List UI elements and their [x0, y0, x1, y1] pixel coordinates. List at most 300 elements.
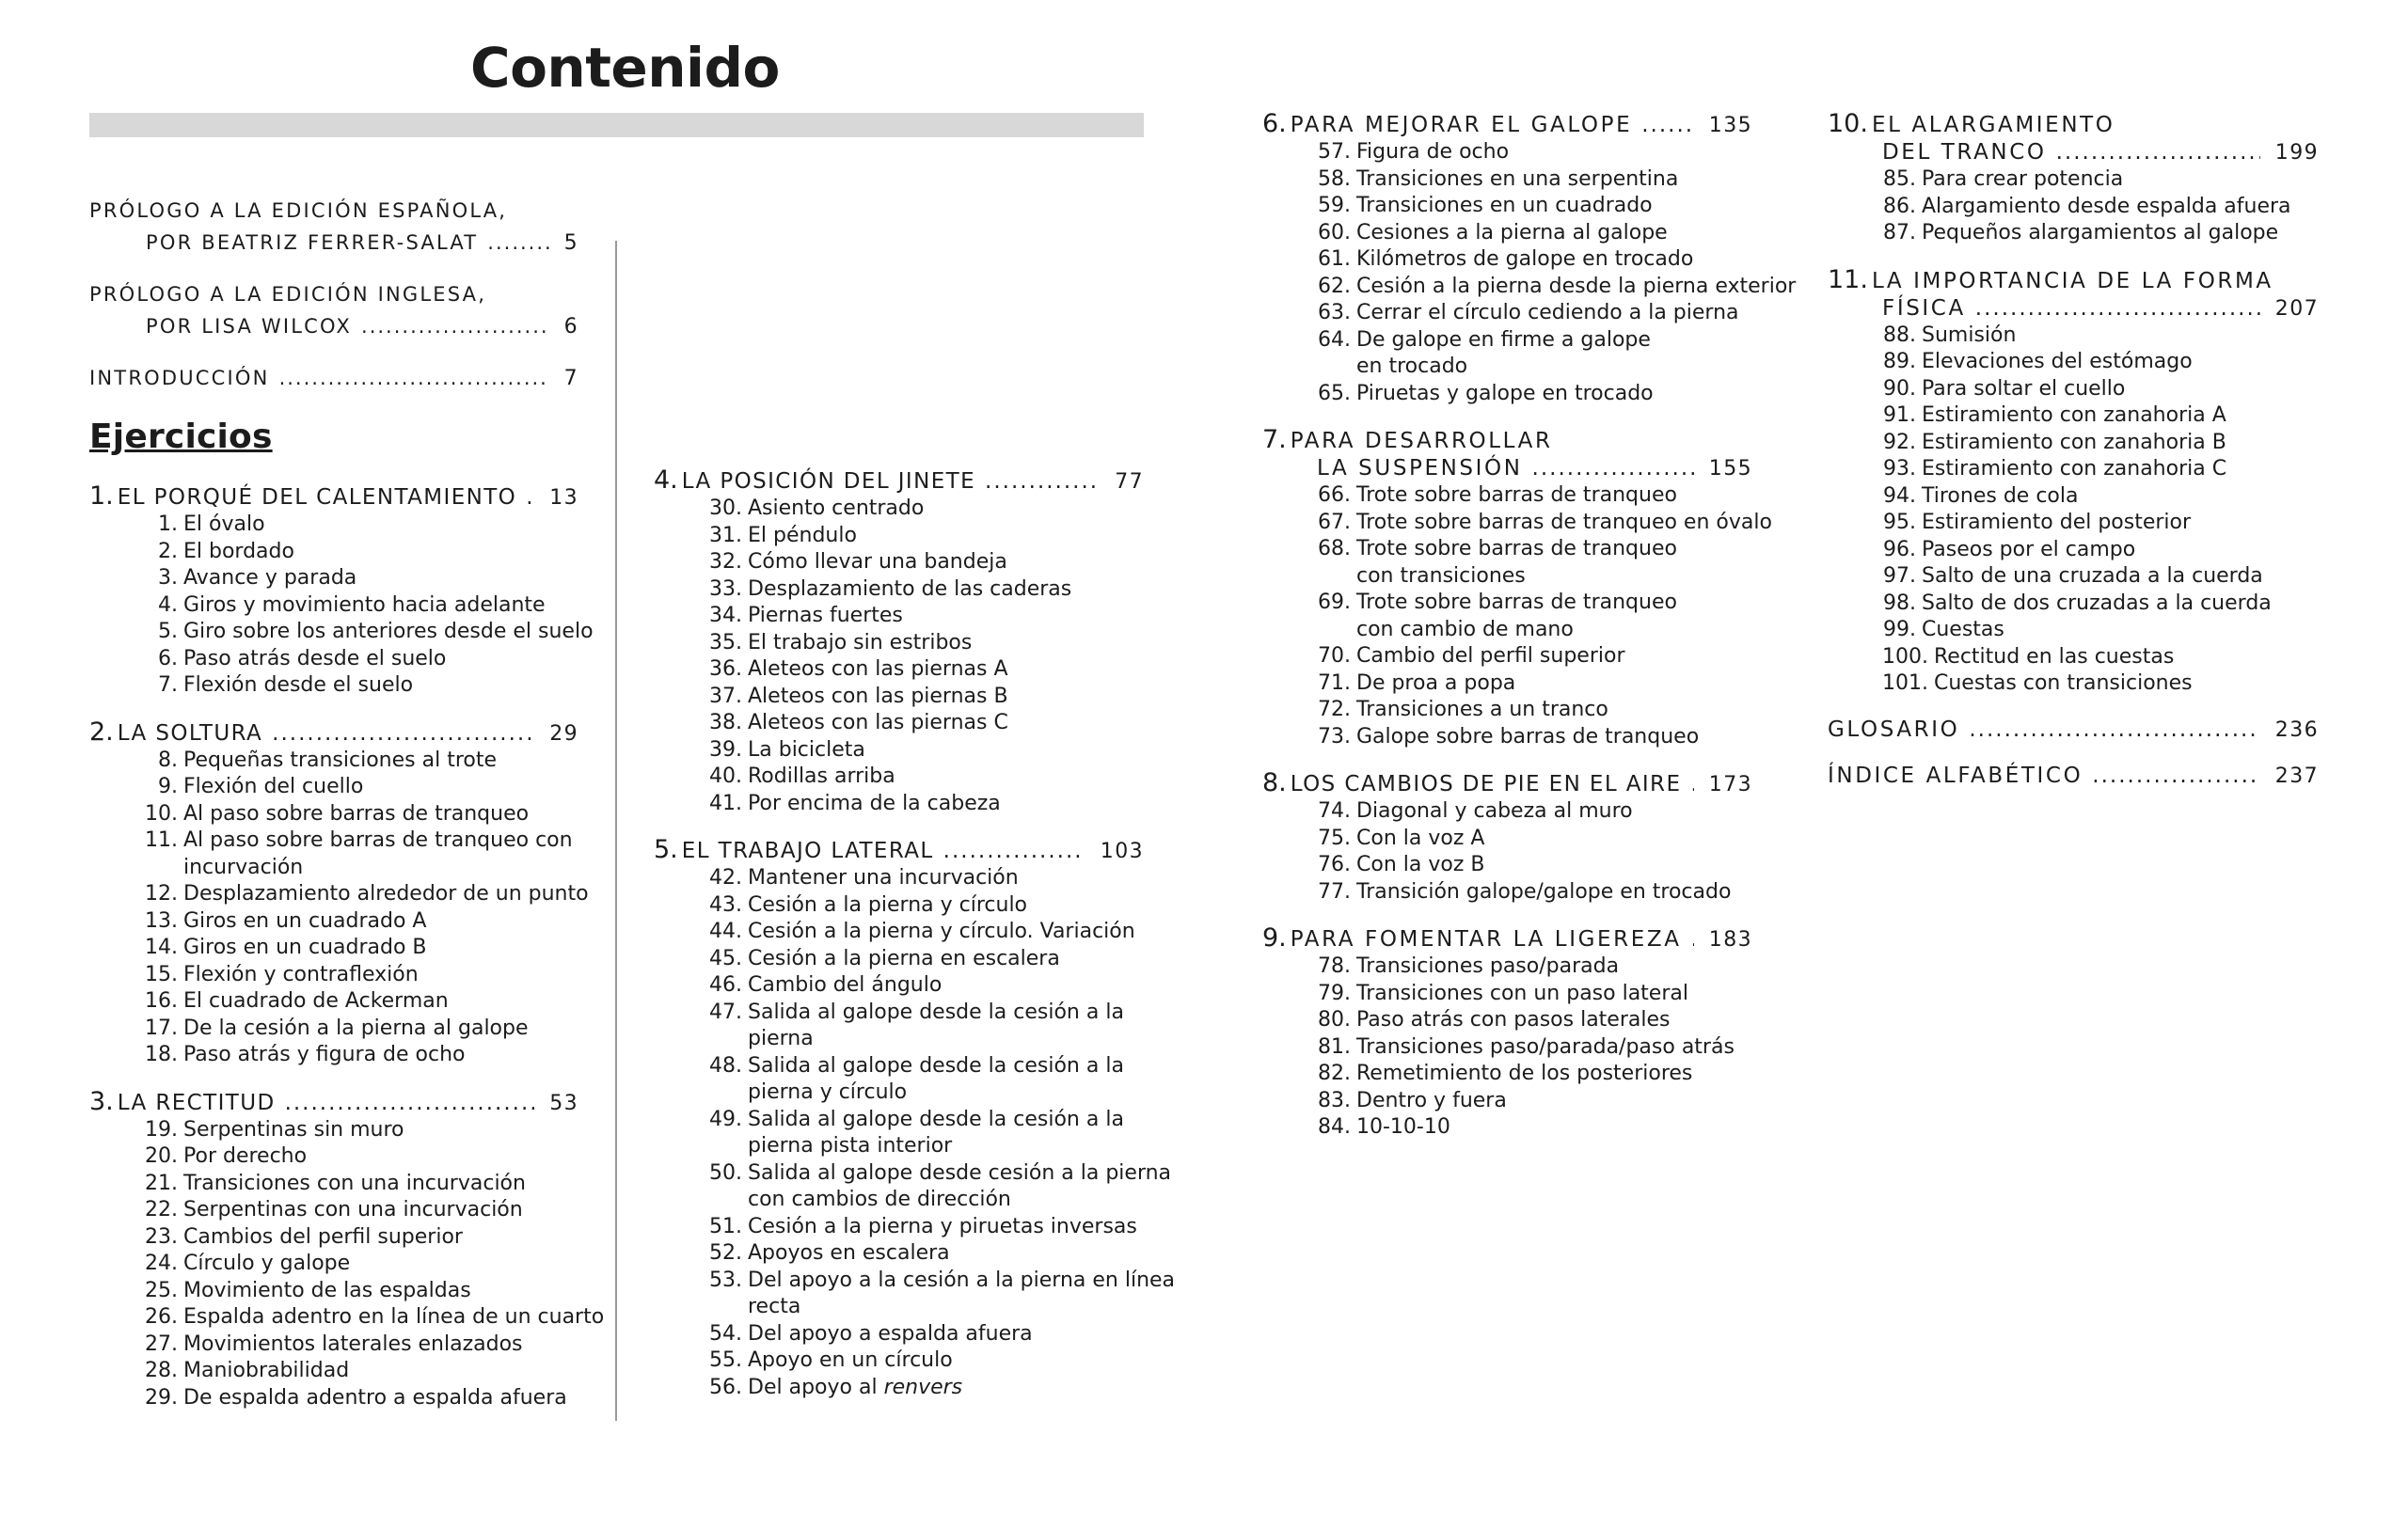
exercise-number: 49. — [709, 1107, 742, 1131]
exercise-title — [1922, 323, 2016, 347]
exercise-title — [1356, 954, 1619, 978]
exercise-number: 23. — [145, 1224, 178, 1249]
exercise-number: 52. — [709, 1241, 742, 1265]
exercise-item[interactable] — [654, 764, 1144, 791]
exercise-item[interactable] — [654, 603, 1144, 630]
exercise-title-text: Serpentinas con una incurvación — [183, 1198, 523, 1221]
exercise-title — [1356, 799, 1633, 823]
exercise-title — [1934, 645, 2174, 669]
exercise-title-text: Salto de dos cruzadas a la cuerda — [1922, 591, 2272, 615]
exercise-title — [1922, 591, 2272, 615]
exercise-item[interactable] — [654, 496, 1144, 523]
exercise-item[interactable] — [89, 1117, 578, 1144]
exercise-title-text: Flexión del cuello — [183, 775, 364, 798]
exercise-list — [1262, 798, 1752, 906]
exercise-title — [183, 593, 546, 617]
exercise-item[interactable] — [654, 1321, 1144, 1348]
exercise-item[interactable] — [89, 1042, 578, 1069]
exercise-item[interactable] — [89, 962, 578, 989]
exercise-item[interactable] — [1262, 879, 1752, 906]
exercise-number: 66. — [1318, 483, 1351, 507]
section-heading[interactable] — [1262, 426, 1752, 482]
exercise-title — [183, 882, 589, 906]
exercise-item[interactable] — [1828, 323, 2319, 350]
exercise-number: 45. — [709, 946, 742, 970]
exercise-item[interactable] — [1262, 327, 1752, 381]
exercise-title — [1922, 511, 2191, 534]
page-number: 29 — [549, 721, 578, 746]
exercise-item[interactable] — [89, 619, 594, 646]
exercise-item[interactable] — [654, 1107, 1144, 1160]
section-heading[interactable] — [89, 482, 578, 512]
section-title-cont: DEL TRANCO — [1882, 140, 2047, 165]
exercise-title-cont: recta — [748, 1295, 801, 1318]
toc-section — [89, 481, 594, 700]
exercise-title-text: Maniobrabilidad — [183, 1359, 350, 1382]
exercise-title — [183, 909, 426, 933]
exercise-item[interactable] — [1262, 852, 1752, 879]
exercise-item[interactable] — [89, 881, 589, 908]
exercise-item[interactable] — [1262, 166, 1752, 194]
exercise-title — [183, 1279, 471, 1302]
exercise-item[interactable] — [89, 1197, 578, 1224]
exercise-title-text: De galope en firme a galope — [1356, 327, 1651, 352]
exercise-item[interactable] — [654, 656, 1144, 684]
exercise-title — [1356, 591, 1677, 614]
exercise-title — [183, 1198, 523, 1221]
back-matter-entry[interactable] — [1828, 763, 2319, 790]
exercise-item[interactable] — [89, 988, 578, 1016]
exercise-title-text: Transiciones en un cuadrado — [1356, 194, 1653, 217]
exercise-title-text: Giros en un cuadrado A — [183, 908, 427, 933]
exercise-item[interactable] — [1828, 376, 2319, 403]
exercise-item[interactable] — [89, 748, 578, 775]
exercise-number: 6. — [158, 646, 178, 670]
exercise-item[interactable] — [1262, 1007, 1752, 1034]
exercise-title — [183, 673, 413, 697]
exercise-title-text: Desplazamiento alrededor de un punto — [183, 882, 589, 906]
exercise-title-text: Cambio del perfil superior — [1356, 644, 1625, 668]
exercise-number: 48. — [709, 1053, 742, 1078]
exercise-item[interactable] — [1262, 954, 1752, 981]
exercise-number: 95. — [1883, 511, 1916, 534]
page-number: 155 — [1708, 457, 1752, 481]
entry-title: PRÓLOGO A LA EDICIÓN ESPAÑOLA, — [89, 199, 508, 222]
exercise-item[interactable] — [654, 1240, 1144, 1268]
front-matter-entry[interactable] — [89, 362, 578, 395]
entry-title-cont: POR LISA WILCOX — [146, 315, 353, 338]
exercise-item[interactable] — [89, 592, 578, 620]
exercise-item[interactable] — [654, 1348, 1144, 1375]
exercise-title — [1356, 644, 1624, 668]
section-heading[interactable] — [1262, 924, 1752, 954]
exercise-title — [1922, 618, 2004, 641]
exercise-title — [748, 947, 1060, 970]
section-heading[interactable] — [1262, 769, 1752, 798]
exercise-title — [1356, 1035, 1735, 1059]
exercise-item[interactable] — [1262, 826, 1752, 853]
exercise-number: 77. — [1318, 879, 1351, 904]
exercise-item[interactable] — [89, 672, 578, 700]
exercise-number: 90. — [1883, 376, 1916, 401]
page-number: 199 — [2274, 141, 2319, 165]
dot-leader — [272, 720, 534, 748]
exercise-title-text: Apoyo en un círculo — [748, 1348, 953, 1372]
exercise-item[interactable] — [89, 565, 578, 592]
exercise-title — [748, 524, 857, 547]
exercise-number: 63. — [1318, 301, 1351, 324]
exercise-number: 9. — [158, 775, 178, 798]
exercise-title-text: Salida al galope desde la cesión a la — [748, 1107, 1124, 1131]
exercise-list — [89, 748, 589, 1069]
section-heading[interactable] — [89, 718, 578, 748]
exercise-number: 11. — [145, 828, 178, 852]
exercise-title — [1356, 194, 1653, 217]
exercise-number: 25. — [145, 1278, 178, 1302]
section-heading[interactable] — [654, 836, 1144, 865]
exercise-title — [183, 647, 446, 670]
exercise-item[interactable] — [654, 684, 1144, 711]
exercise-item[interactable] — [654, 919, 1144, 946]
exercise-title — [183, 802, 529, 826]
exercise-number: 61. — [1318, 247, 1351, 271]
exercise-title — [183, 1386, 567, 1410]
exercise-title — [1356, 1115, 1450, 1139]
exercise-title — [748, 550, 1007, 574]
dot-leader — [985, 468, 1100, 496]
exercise-title-text: Cuestas — [1922, 618, 2004, 641]
exercise-item[interactable] — [89, 1016, 578, 1043]
page-number: 236 — [2274, 717, 2319, 742]
exercise-title — [1356, 511, 1772, 534]
exercise-item[interactable] — [1262, 590, 1752, 643]
exercise-number: 54. — [709, 1321, 742, 1346]
exercise-title — [748, 792, 1001, 815]
exercise-title — [183, 1332, 523, 1356]
exercise-title-text: Cambios del perfil superior — [183, 1224, 463, 1249]
exercise-item[interactable] — [1262, 697, 1752, 724]
exercise-item[interactable] — [1828, 563, 2319, 591]
exercise-item[interactable] — [1262, 510, 1772, 537]
exercise-title-text: Movimientos laterales enlazados — [183, 1332, 523, 1356]
exercise-title-text: Paso atrás desde el suelo — [183, 646, 447, 670]
exercise-title-text: Cuestas con transiciones — [1933, 671, 2193, 695]
exercise-item[interactable] — [1262, 482, 1752, 510]
exercise-item[interactable] — [89, 1171, 578, 1198]
exercise-number: 37. — [709, 684, 742, 708]
exercise-item[interactable] — [654, 576, 1144, 604]
exercise-title-text: Por encima de la cabeza — [748, 791, 1001, 815]
dot-leader — [1691, 926, 1694, 954]
section-heading[interactable] — [1828, 110, 2319, 166]
exercise-item[interactable] — [654, 1268, 1176, 1321]
exercise-number: 39. — [709, 737, 742, 762]
section-number: 4. — [654, 465, 678, 495]
exercise-title-text: Tirones de cola — [1922, 483, 2079, 508]
exercise-title — [1356, 537, 1677, 560]
exercise-number: 100. — [1882, 644, 1928, 669]
exercise-item[interactable] — [1828, 537, 2319, 564]
exercise-item[interactable] — [1262, 300, 1752, 327]
exercise-item[interactable] — [1262, 381, 1752, 408]
exercise-title-text: Giros y movimiento hacia adelante — [183, 592, 546, 617]
back-matter-entry[interactable] — [1828, 717, 2319, 744]
exercise-title — [1356, 221, 1668, 244]
exercise-item[interactable] — [1262, 981, 1752, 1008]
page-number: 7 — [563, 367, 578, 390]
exercise-item[interactable] — [1828, 510, 2319, 537]
column-3 — [1262, 109, 1797, 1160]
exercise-list — [654, 496, 1144, 817]
toc-section — [1262, 109, 1797, 407]
exercise-title-text: Cesión a la pierna y círculo. Variación — [748, 920, 1135, 943]
exercise-title-text: Transiciones en una serpentina — [1356, 166, 1679, 191]
exercise-number: 73. — [1318, 724, 1351, 749]
exercise-title-text: Círculo y galope — [183, 1252, 351, 1275]
exercise-title-text: Salida al galope desde cesión a la pierna — [748, 1160, 1172, 1185]
exercise-item[interactable] — [1262, 1114, 1752, 1142]
exercise-item[interactable] — [1262, 798, 1752, 826]
exercise-item[interactable] — [1262, 1088, 1752, 1115]
exercise-title-text: Salida al galope desde la cesión a la — [748, 1053, 1124, 1078]
exercise-title — [748, 604, 903, 627]
exercise-title-text: Estiramiento del posterior — [1922, 511, 2192, 534]
exercise-item[interactable] — [1262, 724, 1752, 751]
exercise-item[interactable] — [654, 791, 1144, 818]
exercise-title-cont: con cambio de mano — [1356, 617, 1574, 641]
exercise-item[interactable] — [1828, 220, 2319, 247]
exercise-item[interactable] — [654, 1160, 1172, 1214]
exercise-number: 58. — [1318, 166, 1351, 191]
exercise-item[interactable] — [89, 1224, 578, 1252]
exercise-item[interactable] — [89, 1278, 578, 1305]
exercise-title-text: El óvalo — [183, 512, 265, 536]
front-matter-entry[interactable] — [89, 195, 578, 260]
exercise-title-text: Trote sobre barras de tranqueo — [1356, 537, 1677, 560]
section-number: 7. — [1262, 425, 1287, 454]
exercise-item[interactable] — [1262, 1034, 1752, 1062]
exercise-item[interactable] — [1828, 402, 2319, 430]
exercise-item[interactable] — [654, 1053, 1144, 1107]
exercise-item[interactable] — [89, 935, 578, 962]
exercise-item[interactable] — [89, 1251, 578, 1278]
exercise-number: 67. — [1318, 510, 1351, 534]
exercise-number: 1. — [158, 512, 178, 536]
exercise-title-text: Al paso sobre barras de tranqueo con — [183, 828, 573, 852]
exercise-title — [1922, 538, 2135, 561]
exercise-item[interactable] — [1262, 670, 1752, 698]
exercise-title — [748, 920, 1135, 943]
exercise-number: 97. — [1883, 564, 1916, 588]
exercise-title — [1922, 484, 2078, 508]
exercise-title-text: De la cesión a la pierna al galope — [183, 1016, 529, 1040]
exercise-title — [183, 1017, 529, 1040]
exercise-number: 18. — [145, 1043, 178, 1066]
toc-section — [89, 717, 589, 1069]
exercise-item[interactable] — [89, 908, 578, 936]
exercise-title-text: Cerrar el círculo cediendo a la pierna — [1356, 301, 1739, 324]
exercise-item[interactable] — [654, 892, 1144, 920]
exercise-number: 83. — [1318, 1088, 1351, 1112]
exercise-title-cont: con transiciones — [1356, 563, 1526, 588]
exercise-number: 85. — [1883, 167, 1916, 191]
exercise-number: 7. — [158, 673, 178, 697]
exercise-title — [748, 973, 942, 997]
exercise-number: 79. — [1318, 981, 1351, 1005]
exercise-item[interactable] — [1262, 246, 1752, 274]
exercise-title-text: Cesiones a la pierna al galope — [1356, 220, 1668, 244]
exercise-item[interactable] — [89, 539, 578, 566]
exercise-title-text: Con la voz B — [1356, 853, 1485, 876]
exercise-item[interactable] — [1828, 430, 2319, 457]
exercise-title — [1356, 880, 1731, 904]
exercise-list — [654, 865, 1176, 1401]
column-divider — [615, 241, 617, 1421]
dot-leader — [2092, 763, 2260, 790]
exercise-title-text: Estiramiento con zanahoria A — [1922, 403, 2226, 427]
exercise-item[interactable] — [89, 1385, 578, 1412]
exercise-item[interactable] — [654, 1375, 1144, 1402]
exercise-item[interactable] — [654, 1000, 1144, 1053]
exercise-number: 96. — [1883, 537, 1916, 561]
exercise-number: 50. — [709, 1160, 742, 1185]
exercise-item[interactable] — [1828, 456, 2319, 483]
exercise-number: 74. — [1318, 799, 1351, 823]
page-number: 13 — [549, 486, 578, 510]
exercise-item[interactable] — [1828, 194, 2319, 221]
exercise-title-text: El trabajo sin estribos — [748, 630, 973, 654]
exercise-number: 92. — [1883, 430, 1916, 454]
entry-title-cont: POR BEATRIZ FERRER-SALAT — [146, 231, 479, 254]
exercise-title — [183, 1359, 349, 1382]
page-number: 207 — [2274, 296, 2319, 321]
exercise-item[interactable] — [1262, 643, 1752, 670]
exercise-item[interactable] — [1828, 670, 2319, 698]
exercise-item[interactable] — [1262, 220, 1752, 247]
exercise-title-text: Flexión desde el suelo — [183, 673, 414, 697]
exercise-item[interactable] — [1262, 193, 1752, 220]
toc-section — [1828, 110, 2319, 247]
exercise-item[interactable] — [1828, 591, 2319, 618]
exercise-number: 32. — [709, 550, 742, 574]
exercise-number: 15. — [145, 962, 178, 986]
exercise-title — [748, 577, 1071, 601]
dot-leader — [526, 484, 534, 512]
exercise-item[interactable] — [89, 827, 578, 881]
exercise-number: 21. — [145, 1171, 178, 1195]
exercise-item[interactable] — [654, 1214, 1144, 1241]
exercise-item[interactable] — [654, 946, 1144, 973]
exercise-item[interactable] — [89, 801, 578, 828]
section-heading[interactable] — [1262, 110, 1752, 139]
exercise-number: 86. — [1883, 194, 1916, 218]
exercise-item[interactable] — [654, 865, 1144, 892]
exercise-title-text: Para soltar el cuello — [1922, 376, 2126, 401]
exercise-title — [1922, 350, 2193, 373]
exercise-title — [748, 1161, 1171, 1185]
section-number: 10. — [1828, 109, 1868, 138]
exercise-item[interactable] — [1828, 483, 2319, 511]
entry-title: ÍNDICE ALFABÉTICO — [1828, 763, 2083, 788]
exercise-item[interactable] — [1262, 536, 1752, 590]
section-heading[interactable] — [89, 1088, 578, 1117]
exercise-title-text: Transiciones con una incurvación — [183, 1171, 526, 1195]
exercise-number: 101. — [1882, 671, 1928, 695]
page-number: 5 — [563, 231, 578, 255]
exercise-number: 3. — [158, 566, 178, 590]
exercise-title — [1922, 403, 2226, 427]
exercise-title-text: Transiciones a un tranco — [1356, 698, 1608, 721]
exercise-title — [1356, 382, 1654, 405]
section-heading[interactable] — [1828, 266, 2319, 323]
exercise-number: 22. — [145, 1198, 178, 1221]
exercise-title-text: Galope sobre barras de tranqueo — [1356, 724, 1700, 749]
exercise-item[interactable] — [89, 774, 578, 801]
exercise-number: 57. — [1318, 140, 1351, 164]
exercise-item[interactable] — [654, 549, 1144, 576]
exercise-list — [1262, 954, 1752, 1142]
exercise-item[interactable] — [1828, 617, 2319, 644]
exercise-title — [183, 1225, 463, 1249]
exercise-item[interactable] — [654, 630, 1144, 657]
exercise-number: 38. — [709, 711, 742, 734]
exercise-title-text: Transiciones paso/parada — [1356, 954, 1620, 978]
front-matter-entry[interactable] — [89, 278, 578, 343]
exercise-item[interactable] — [1262, 139, 1752, 166]
exercise-number: 91. — [1883, 403, 1916, 427]
exercise-title — [1922, 221, 2278, 244]
page-number: 237 — [2274, 764, 2319, 788]
exercise-number: 60. — [1318, 220, 1351, 244]
exercise-item[interactable] — [654, 523, 1144, 550]
exercise-title-text: Alargamiento desde espalda afuera — [1922, 194, 2291, 218]
exercise-number: 40. — [709, 764, 742, 788]
exercise-number: 5. — [158, 620, 178, 643]
exercise-item[interactable] — [1828, 349, 2319, 376]
exercise-item[interactable] — [89, 1358, 578, 1385]
exercise-list — [1828, 166, 2319, 247]
exercise-number: 47. — [709, 1000, 742, 1024]
exercise-title — [183, 1043, 466, 1066]
exercise-title-text: Para crear potencia — [1922, 167, 2124, 191]
exercise-item[interactable] — [1828, 644, 2319, 671]
section-number: 5. — [654, 835, 678, 864]
exercise-item[interactable] — [654, 737, 1144, 764]
entry-title: GLOSARIO — [1828, 717, 1960, 742]
exercise-item[interactable] — [89, 1332, 578, 1359]
exercise-item[interactable] — [89, 1143, 578, 1171]
exercise-item[interactable] — [89, 512, 578, 539]
exercise-item[interactable] — [1828, 166, 2319, 194]
exercise-item[interactable] — [654, 972, 1144, 1000]
exercise-number: 51. — [709, 1214, 742, 1238]
section-number: 6. — [1262, 109, 1287, 138]
exercise-item[interactable] — [89, 1304, 605, 1332]
exercise-title-text: Avance y parada — [183, 566, 357, 590]
exercise-title-text: Paseos por el campo — [1922, 537, 2136, 561]
exercise-title-text: Remetimiento de los posteriores — [1356, 1062, 1693, 1085]
exercise-number: 93. — [1883, 457, 1916, 481]
exercise-number: 80. — [1318, 1008, 1351, 1032]
exercise-item[interactable] — [89, 646, 578, 673]
exercise-title — [183, 1118, 404, 1142]
exercise-item[interactable] — [1262, 1061, 1752, 1088]
page-number: 6 — [563, 315, 578, 339]
page-number: 103 — [1100, 840, 1144, 863]
exercise-item[interactable] — [1262, 274, 1797, 301]
exercise-item[interactable] — [654, 710, 1144, 737]
section-heading[interactable] — [654, 466, 1144, 496]
